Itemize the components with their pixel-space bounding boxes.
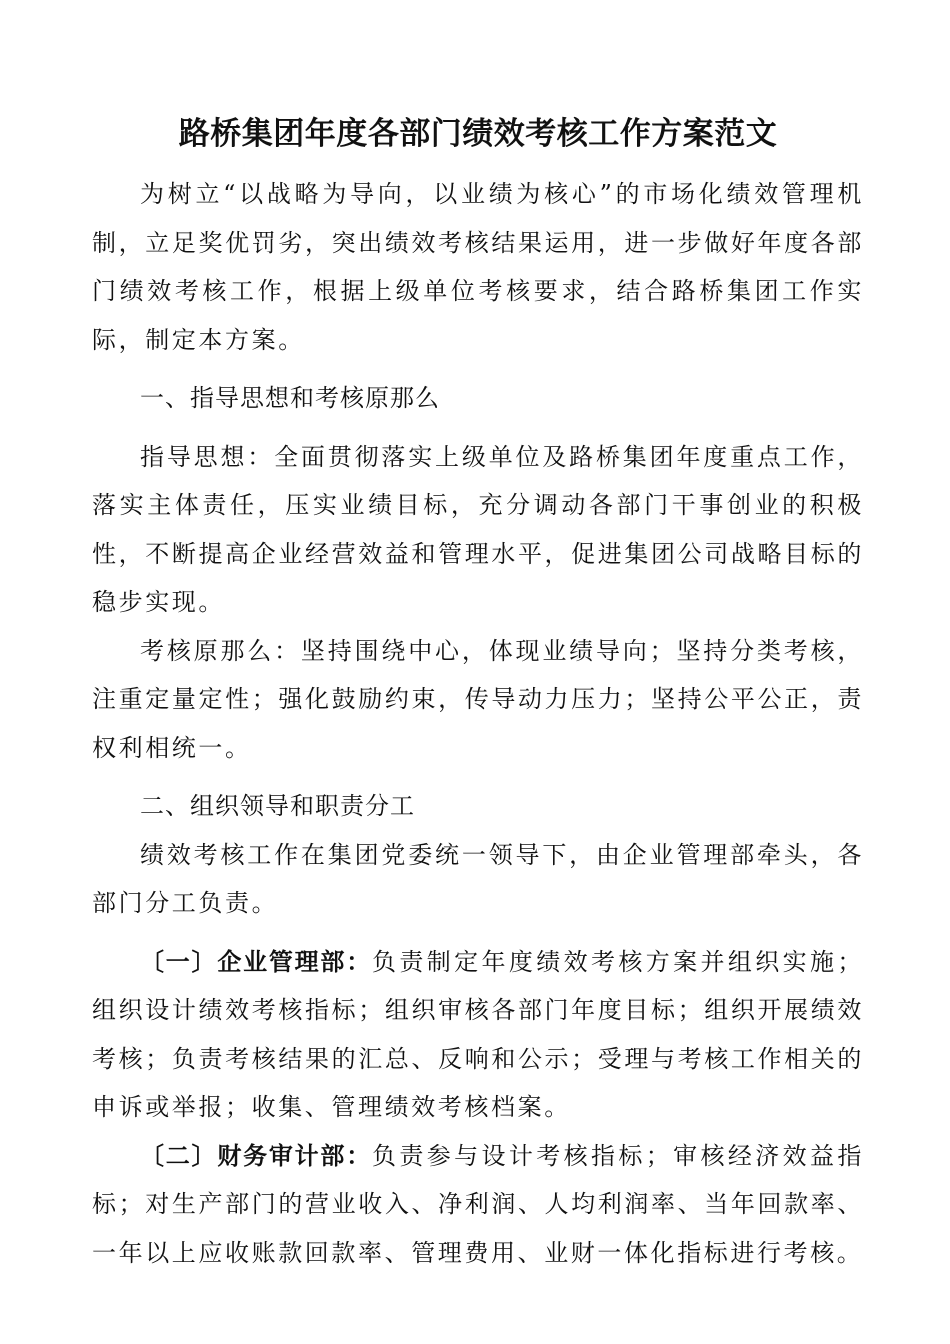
spacer: [92, 423, 864, 433]
spacer: [92, 364, 864, 374]
guiding-ideology-paragraph: 指导思想：全面贯彻落实上级单位及路桥集团年度重点工作，落实主体责任，压实业绩目标，充分调动各部门干事创业的积极性，不断提高企业经营效益和管理水平，促进集团公司战略目标的稳步实现。: [92, 442, 864, 616]
enterprise-management-paragraph: [92, 938, 864, 1132]
spacer: [92, 772, 864, 782]
section-2-heading: 二、组织领导和职责分工: [140, 792, 415, 820]
finance-audit-label: 〔二〕财务审计部：: [140, 1141, 372, 1170]
finance-audit-text: 负责参与设计考核指标；审核经济效益指标；对生产部门的营业收入、净利润、人均利润率、当年回款率、一年以上应收账款回款率、管理费用、业财一体化指标进行考核。: [92, 1141, 864, 1267]
enterprise-management-text: 负责制定年度绩效考核方案并组织实施；组织设计绩效考核指标；组织审核各部门年度目标；组织开展绩效考核；负责考核结果的汇总、反响和公示；受理与考核工作相关的申诉或举报；收集、管理绩效考核档案。: [92, 947, 864, 1121]
enterprise-management-label: 〔一〕企业管理部：: [140, 947, 372, 976]
spacer: [92, 928, 864, 938]
document-title: 路桥集团年度各部门绩效考核工作方案范文: [178, 116, 778, 152]
section-2-intro-paragraph: 绩效考核工作在集团党委统一领导下，由企业管理部牵头，各部门分工负责。: [92, 840, 864, 917]
assessment-principles-paragraph: 考核原那么：坚持围绕中心，体现业绩导向；坚持分类考核，注重定量定性；强化鼓励约束，传导动力压力；坚持公平公正，责权利相统一。: [92, 636, 864, 762]
finance-audit-paragraph: [92, 1132, 864, 1278]
intro-paragraph: 为树立“以战略为导向，以业绩为核心”的市场化绩效管理机制，立足奖优罚劣，突出绩效考核结果运用，进一步做好年度各部门绩效考核工作，根据上级单位考核要求，结合路桥集团工作实际，制定本方案。: [92, 180, 864, 354]
document-page: [92, 108, 864, 1277]
section-1-heading: 一、指导思想和考核原那么: [140, 384, 440, 412]
